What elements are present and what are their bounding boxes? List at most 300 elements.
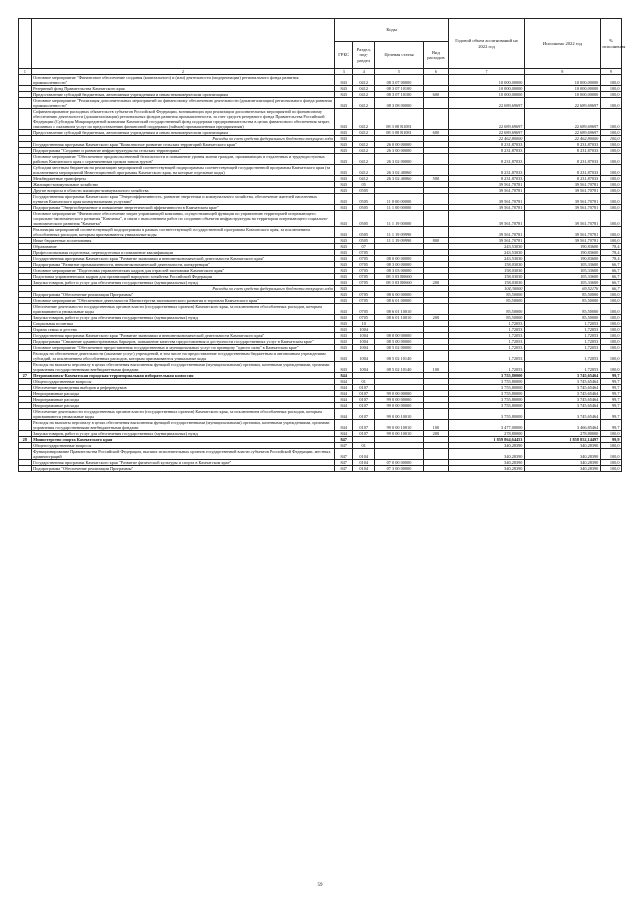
table-row (19, 420, 622, 431)
row-expense-type: 100 (423, 420, 448, 431)
row-plan-amount: 85,50000 (449, 304, 525, 315)
row-grbs: 843 (335, 75, 353, 86)
row-section: 0505 (353, 227, 375, 238)
row-expense-type (423, 304, 448, 315)
row-grbs: 843 (335, 274, 353, 280)
row-executed-amount: 340,28390 (524, 449, 600, 460)
row-target-article: 26 3 02 40060 (375, 165, 423, 176)
row-expense-type: 200 (423, 431, 448, 437)
row-grbs: 843 (335, 142, 353, 148)
row-expense-type (423, 165, 448, 176)
row-target-article: 08 6 00 00000 (375, 292, 423, 298)
row-description: Закупка товаров, работ и услуг для обеспечения государственных (муниципальных) нужд (31, 280, 335, 286)
table-row (19, 109, 622, 130)
index-cell: 8 (524, 69, 600, 75)
row-plan-amount: 340,28390 (449, 460, 525, 466)
row-description: Непрограммные расходы (31, 403, 335, 409)
row-grbs: 843 (335, 339, 353, 345)
row-expense-type: 600 (423, 130, 448, 136)
row-percent: 100,0 (600, 109, 621, 130)
row-executed-amount: 8 231,87033 (524, 176, 600, 182)
row-plan-amount: 158,03030 (449, 274, 525, 280)
row-target-article: 08 5 02 00000 (375, 345, 423, 351)
row-section: 1004 (353, 362, 375, 373)
row-plan-amount: 1,72053 (449, 333, 525, 339)
row-number (19, 227, 32, 238)
row-executed-amount: 278,80000 (524, 431, 600, 437)
row-grbs: 843 (335, 351, 353, 362)
row-section: 0505 (353, 205, 375, 211)
row-executed-amount: 1,72053 (524, 339, 600, 345)
row-plan-amount: 8 231,87033 (449, 176, 525, 182)
row-executed-amount: 10 000,00000 (524, 92, 600, 98)
row-percent: 100,0 (600, 98, 621, 109)
header-expense-type: Вид расходов (423, 42, 448, 69)
row-plan-amount: 22 689,69697 (449, 130, 525, 136)
row-description: Государственная программа Камчатского края "Комплексное развитие сельских территорий Камчатского края" (31, 142, 335, 148)
row-percent: 100,0 (600, 339, 621, 345)
table-row (19, 98, 622, 109)
row-description: Закупка товаров, работ и услуг для обеспечения государственных (муниципальных) нужд (31, 315, 335, 321)
row-description: Расходы за счет средств федерального бюджета текущего года (31, 286, 335, 292)
row-plan-amount: 1,72053 (449, 339, 525, 345)
row-description: Обеспечение проведения выборов и референдумов (31, 385, 335, 391)
row-description: Расходы на выплаты персоналу в целях обеспечения выполнения функций государственными (муниципальными) органами, казенными учреждениями, органами управления государственными внебюджетными фондами (31, 362, 335, 373)
row-description: Реализация мероприятий соответствующей подпрограммы в рамках соответствующей государственной программы Камчатского края, за исключением обособленных расходов, которым присваиваются уникальные коды (31, 227, 335, 238)
table-row (19, 211, 622, 227)
row-percent: 100,0 (600, 351, 621, 362)
row-percent: 99,7 (600, 403, 621, 409)
row-plan-amount: 22 462,80000 (449, 136, 525, 142)
row-number (19, 109, 32, 130)
row-description: Обеспечение деятельности государственных органов власти (государственных органов) Камчатского края, за исключением обособленных расходов, которым присваиваются уникальные коды (31, 304, 335, 315)
row-section: 0705 (353, 292, 375, 298)
row-section: 0505 (353, 194, 375, 205)
row-percent: 99,7 (600, 379, 621, 385)
row-number (19, 75, 32, 86)
row-grbs: 847 (335, 466, 353, 472)
row-section: 0107 (353, 391, 375, 397)
row-executed-amount: 1,72053 (524, 327, 600, 333)
row-section: 0107 (353, 403, 375, 409)
row-description: Министерство спорта Камчатского края (31, 437, 335, 443)
row-number (19, 165, 32, 176)
row-grbs: 844 (335, 409, 353, 420)
table-row (19, 194, 622, 205)
row-percent: 100,0 (600, 165, 621, 176)
row-executed-amount: 39 561,70781 (524, 211, 600, 227)
row-section: 0104 (353, 466, 375, 472)
row-plan-amount: 3 477,00000 (449, 420, 525, 431)
row-expense-type (423, 211, 448, 227)
row-target-article: 99 0 00 10010 (375, 431, 423, 437)
row-description: Общегосударственные вопросы (31, 379, 335, 385)
row-executed-amount: 8 231,87033 (524, 142, 600, 148)
row-description: Основное мероприятие "Финансовое обеспечение затрат управляющей компании, осуществляющей функции по управлению территорией опережающего социально-экономического развития "Камчатка", в связи с выполнением работ по созданию объектов инфраструктуры на территории опережающего социально-экономического развития "Камчатка" (31, 211, 335, 227)
header-target: Целевая статья (375, 42, 423, 69)
row-section: 0705 (353, 315, 375, 321)
row-executed-amount: 190,83600 (524, 250, 600, 256)
row-executed-amount: 1,72053 (524, 321, 600, 327)
row-executed-amount: 3 745,65464 (524, 397, 600, 403)
row-percent: 100,0 (600, 298, 621, 304)
row-plan-amount: 158,03030 (449, 280, 525, 286)
row-percent: 100,0 (600, 443, 621, 449)
row-expense-type: 800 (423, 238, 448, 244)
row-executed-amount: 3 745,65464 (524, 403, 600, 409)
row-percent: 100,0 (600, 227, 621, 238)
row-grbs: 843 (335, 250, 353, 256)
row-expense-type: 600 (423, 92, 448, 98)
row-expense-type: 100 (423, 362, 448, 373)
row-target-article: 26 3 00 00000 (375, 148, 423, 154)
index-cell: 6 (423, 69, 448, 75)
row-expense-type (423, 227, 448, 238)
row-target-article: 08 3 08 R1081 (375, 109, 423, 130)
row-plan-amount: 22 689,69697 (449, 98, 525, 109)
row-plan-amount: 3 755,80000 (449, 379, 525, 385)
table-row (19, 351, 622, 362)
index-cell: 5 (375, 69, 423, 75)
row-section: 0705 (353, 250, 375, 256)
row-grbs: 843 (335, 256, 353, 262)
row-percent: 100,0 (600, 188, 621, 194)
row-description: Общегосударственные вопросы (31, 443, 335, 449)
row-target-article: 08 3 03 00000 (375, 268, 423, 274)
row-executed-amount: 340,28390 (524, 443, 600, 449)
row-plan-amount: 10 000,00000 (449, 92, 525, 98)
row-target-article: 99 0 00 00000 (375, 391, 423, 397)
row-description: Обеспечение деятельности государственных органов власти (государственных органов) Камчатского края, за исключением обособленных расходов, которым присваиваются уникальные коды (31, 409, 335, 420)
row-target-article: 11 0 00 00000 (375, 194, 423, 205)
row-section: 0705 (353, 304, 375, 315)
row-percent: 99,7 (600, 409, 621, 420)
row-description: Основное мероприятие "Реализация дополнительных мероприятий по финансовому обеспечению деятельности (докапитализации) регионального фонда развития промышленности" (31, 98, 335, 109)
row-section: 0412 (353, 148, 375, 154)
row-plan-amount: 3 755,80000 (449, 373, 525, 379)
row-grbs: 843 (335, 227, 353, 238)
row-plan-amount: 243,53030 (449, 244, 525, 250)
row-section: 0412 (353, 86, 375, 92)
row-executed-amount: 340,28390 (524, 466, 600, 472)
row-target-article: 26 3 02 40060 (375, 176, 423, 182)
row-description: Государственная программа Камчатского края "Энергоэффективность, развитие энергетики и коммунального хозяйства, обеспечение жителей населенных пунктов Камчатского края коммунальными услугами" (31, 194, 335, 205)
row-executed-amount: 22 462,80000 (524, 136, 600, 142)
row-description: Петропавловск-Камчатская городская территориальная избирательная комиссия (31, 373, 335, 379)
row-section: 0107 (353, 420, 375, 431)
index-cell: 4 (353, 69, 375, 75)
row-percent: 100,0 (600, 345, 621, 351)
row-executed-amount: 10 000,00000 (524, 75, 600, 86)
row-target-article: 07 3 00 00000 (375, 466, 423, 472)
row-percent: 100,0 (600, 238, 621, 244)
row-section: 0412 (353, 176, 375, 182)
row-section: 0705 (353, 256, 375, 262)
row-target-article: 08 0 00 00000 (375, 333, 423, 339)
row-grbs: 843 (335, 321, 353, 327)
row-grbs: 843 (335, 238, 353, 244)
row-executed-amount: 8 231,87033 (524, 154, 600, 165)
row-percent: 100,0 (600, 292, 621, 298)
row-plan-amount: 22 689,69697 (449, 109, 525, 130)
row-target-article: 26 3 02 00000 (375, 154, 423, 165)
row-number (19, 362, 32, 373)
header-pct: % исполнения (600, 19, 621, 69)
row-description: Подпрограмма "Обеспечение реализации Программы" (31, 292, 335, 298)
row-plan-amount: 39 561,70781 (449, 182, 525, 188)
row-plan-amount: 85,50000 (449, 315, 525, 321)
row-executed-amount: 22 689,69697 (524, 98, 600, 109)
row-description: Основное мероприятие "Обеспечение продовольственной безопасности и повышение уровня жизни граждан, проживающих в отдаленных и труднодоступных районах Камчатского края с ограниченным сроком завоза грузов" (31, 154, 335, 165)
row-percent: 78,4 (600, 250, 621, 256)
table-row (19, 409, 622, 420)
row-percent: 99,7 (600, 420, 621, 431)
row-expense-type (423, 194, 448, 205)
row-percent: 99,7 (600, 385, 621, 391)
row-percent: 100,0 (600, 211, 621, 227)
row-expense-type (423, 409, 448, 420)
row-section: 0104 (353, 460, 375, 466)
index-cell: 1 (19, 69, 32, 75)
row-section: 0412 (353, 75, 375, 86)
row-percent: 66,7 (600, 280, 621, 286)
row-percent: 100,0 (600, 362, 621, 373)
row-description: Субсидии местным бюджетам на реализацию мероприятий соответствующей подпрограммы соответствующей государственной программы Камчатского края (за исключением мероприятий Инвестиционной программы Камчатского края, на которые отдельные коды) (31, 165, 335, 176)
row-percent: 100,0 (600, 136, 621, 142)
row-plan-amount: 3 755,80000 (449, 403, 525, 409)
row-section: 0107 (353, 431, 375, 437)
row-grbs: 847 (335, 443, 353, 449)
row-target-article: 08 3 07 00000 (375, 75, 423, 86)
row-target-article (375, 449, 423, 460)
row-executed-amount: 105,33600 (524, 274, 600, 280)
row-plan-amount: 3 755,80000 (449, 397, 525, 403)
row-number: 27 (19, 373, 32, 379)
row-grbs: 844 (335, 397, 353, 403)
row-target-article: 11 1 19 09990 (375, 238, 423, 244)
row-executed-amount: 1,72053 (524, 345, 600, 351)
row-number (19, 409, 32, 420)
row-section: 01 (353, 443, 375, 449)
row-executed-amount: 190,83600 (524, 256, 600, 262)
row-number (19, 466, 32, 472)
row-plan-amount: 10 000,00000 (449, 75, 525, 86)
row-percent: 100,0 (600, 431, 621, 437)
row-executed-amount: 1,72053 (524, 333, 600, 339)
budget-table (18, 18, 626, 472)
row-percent: 100,0 (600, 327, 621, 333)
row-description: Софинансирование расходных обязательств субъектов Российской Федерации, возникающих при реализации дополнительных мероприятий по финансовому обеспечению деятельности (докапитализации) региональных фондов развития промышленности, за счет средств резервного фонда Правительства Российской Федерации (Субсидия Микрокредитной компании Камчатский государственный фонд поддержки предпринимательства в целях финансового обеспечения затрат, связанных с оказанием услуг по предоставлению финансовой поддержки (займов) промышленным предприятиям) (31, 109, 335, 130)
row-description: Образование (31, 244, 335, 250)
row-description: Подготовка управленческих кадров для организаций народного хозяйства Российской Федерации (31, 274, 335, 280)
row-grbs: 844 (335, 379, 353, 385)
row-grbs: 843 (335, 154, 353, 165)
row-section: 0705 (353, 298, 375, 304)
row-grbs: 843 (335, 98, 353, 109)
row-plan-amount: 8 231,87033 (449, 154, 525, 165)
table-row (19, 75, 622, 86)
row-grbs: 843 (335, 286, 353, 292)
page-number: 59 (317, 883, 323, 888)
row-target-article: 08 5 02 10140 (375, 362, 423, 373)
row-plan-amount: 10 000,00000 (449, 86, 525, 92)
row-percent: 78,4 (600, 244, 621, 250)
row-executed-amount: 39 561,70781 (524, 194, 600, 205)
row-description: Непрограммные расходы (31, 391, 335, 397)
row-grbs: 843 (335, 327, 353, 333)
row-section: 1004 (353, 351, 375, 362)
row-plan-amount: 340,28390 (449, 443, 525, 449)
row-percent: 100,0 (600, 154, 621, 165)
row-section: 01 (353, 379, 375, 385)
row-target-article: 08 3 07 10100 (375, 92, 423, 98)
row-percent: 100,0 (600, 205, 621, 211)
row-grbs: 843 (335, 345, 353, 351)
row-percent: 66,7 (600, 286, 621, 292)
row-plan-amount: 278,80000 (449, 431, 525, 437)
row-section: 1004 (353, 339, 375, 345)
row-plan-amount: 158,03030 (449, 268, 525, 274)
row-executed-amount: 3 745,65464 (524, 373, 600, 379)
row-executed-amount: 39 561,70781 (524, 182, 600, 188)
row-number (19, 211, 32, 227)
row-description: Подпрограмма "Обеспечение реализации Программы" (31, 466, 335, 472)
row-grbs: 843 (335, 362, 353, 373)
row-description: Предоставление субсидий бюджетным, автономным учреждениям и иным некоммерческим организациям (31, 130, 335, 136)
row-executed-amount: 39 561,70781 (524, 188, 600, 194)
row-executed-amount: 39 561,70781 (524, 227, 600, 238)
row-executed-amount: 22 689,69697 (524, 130, 600, 136)
row-grbs: 843 (335, 92, 353, 98)
row-percent: 99,7 (600, 373, 621, 379)
row-section: 0107 (353, 397, 375, 403)
row-executed-amount: 1,72053 (524, 362, 600, 373)
row-target-article: 08 6 01 10010 (375, 315, 423, 321)
row-executed-amount: 85,50000 (524, 292, 600, 298)
row-percent: 100,0 (600, 449, 621, 460)
row-plan-amount: 1,72053 (449, 351, 525, 362)
row-percent: 100,0 (600, 176, 621, 182)
row-percent: 100,0 (600, 460, 621, 466)
row-expense-type (423, 98, 448, 109)
row-target-article: 99 0 00 00000 (375, 403, 423, 409)
table-body (19, 75, 622, 472)
row-plan-amount: 39 561,70781 (449, 194, 525, 205)
index-cell: 9 (600, 69, 621, 75)
row-section: 0505 (353, 188, 375, 194)
row-section: 0412 (353, 98, 375, 109)
row-section: 1004 (353, 345, 375, 351)
row-target-article: 99 0 00 10010 (375, 409, 423, 420)
row-description: Закупка товаров, работ и услуг для обеспечения государственных (муниципальных) нужд (31, 431, 335, 437)
table-row (19, 466, 622, 472)
row-section: 0705 (353, 274, 375, 280)
header-plan: Годовой объем ассигнований на 2022 год (449, 19, 525, 69)
row-percent: 99,7 (600, 397, 621, 403)
row-grbs: 843 (335, 86, 353, 92)
row-target-article: 07 0 00 00000 (375, 460, 423, 466)
row-grbs: 843 (335, 268, 353, 274)
row-grbs: 847 (335, 460, 353, 466)
row-number (19, 449, 32, 460)
row-executed-amount: 22 689,69697 (524, 109, 600, 130)
row-description: Непрограммные расходы (31, 397, 335, 403)
row-grbs: 844 (335, 391, 353, 397)
row-plan-amount: 1 859 864,64453 (449, 437, 525, 443)
row-description: Охрана семьи и детства (31, 327, 335, 333)
row-target-article: 08 5 00 00000 (375, 339, 423, 345)
row-description: Государственная программа Камчатского края "Развитие экономики и внешнеэкономической деятельности Камчатского края" (31, 333, 335, 339)
row-section: 05 (353, 182, 375, 188)
row-plan-amount: 39 561,70781 (449, 205, 525, 211)
row-executed-amount: 1 858 852,14497 (524, 437, 600, 443)
row-percent: 99,9 (600, 437, 621, 443)
row-description: Основное мероприятие "Обеспечение деятельности Министерства экономического развития и торговли Камчатского края" (31, 298, 335, 304)
row-grbs: 843 (335, 333, 353, 339)
row-plan-amount: 243,53030 (449, 250, 525, 256)
row-executed-amount: 190,83600 (524, 244, 600, 250)
row-expense-type: 200 (423, 280, 448, 286)
row-section: 0705 (353, 268, 375, 274)
row-plan-amount: 39 561,70781 (449, 211, 525, 227)
row-executed-amount: 340,28390 (524, 460, 600, 466)
row-target-article: 08 0 00 00000 (375, 256, 423, 262)
row-number: 28 (19, 437, 32, 443)
row-plan-amount: 1,72053 (449, 345, 525, 351)
table-header (19, 19, 626, 75)
row-description: Основное мероприятие "Подготовка управленческих кадров для отраслей экономики Камчатского края" (31, 268, 335, 274)
row-section: 10 (353, 321, 375, 327)
row-description: Другие вопросы в области жилищно-коммунального хозяйства (31, 188, 335, 194)
row-target-article: 08 6 01 10010 (375, 304, 423, 315)
row-target-article: 26 0 00 00000 (375, 142, 423, 148)
row-grbs: 844 (335, 403, 353, 409)
row-description: Расходы на выплаты персоналу в целях обеспечения выполнения функций государственными (муниципальными) органами, казенными учреждениями, органами управления государственными внебюджетными фондами (31, 420, 335, 431)
row-percent: 100,0 (600, 333, 621, 339)
row-grbs: 843 (335, 165, 353, 176)
row-description: Подпрограмма "Снижение административных барьеров, повышение качества предоставления и доступности государственных услуг в Камчатском крае" (31, 339, 335, 345)
index-cell: 2 (31, 69, 335, 75)
row-plan-amount: 8 231,87033 (449, 165, 525, 176)
row-grbs: 843 (335, 182, 353, 188)
row-section: 0505 (353, 211, 375, 227)
row-grbs: 843 (335, 205, 353, 211)
row-executed-amount: 69,52176 (524, 286, 600, 292)
row-section: 0412 (353, 109, 375, 130)
row-plan-amount: 39 561,70781 (449, 238, 525, 244)
row-target-article: 08 3 03 R0660 (375, 274, 423, 280)
row-plan-amount: 85,50000 (449, 292, 525, 298)
row-expense-type (423, 351, 448, 362)
row-section: 0104 (353, 449, 375, 460)
row-grbs: 843 (335, 136, 353, 142)
row-grbs: 843 (335, 130, 353, 136)
row-description: Профессиональная подготовка, переподготовка и повышение квалификации (31, 250, 335, 256)
row-section: 0107 (353, 409, 375, 420)
row-grbs: 843 (335, 280, 353, 286)
row-section: 0412 (353, 92, 375, 98)
row-plan-amount: 39 561,70781 (449, 227, 525, 238)
row-plan-amount: 158,03030 (449, 262, 525, 268)
row-plan-amount: 39 561,70781 (449, 188, 525, 194)
row-section: 07 (353, 244, 375, 250)
row-description: Предоставление субсидий бюджетным, автономным учреждениям и иным некоммерческим организациям (31, 92, 335, 98)
row-target-article: 08 3 03 R0660 (375, 280, 423, 286)
row-description: Государственная программа Камчатского края "Развитие экономики и внешнеэкономической деятельности Камчатского края" (31, 256, 335, 262)
row-description: Подпрограмма "Энергосбережение и повышение энергетической эффективности в Камчатском крае" (31, 205, 335, 211)
row-executed-amount: 39 561,70781 (524, 238, 600, 244)
row-plan-amount: 8 231,87033 (449, 142, 525, 148)
